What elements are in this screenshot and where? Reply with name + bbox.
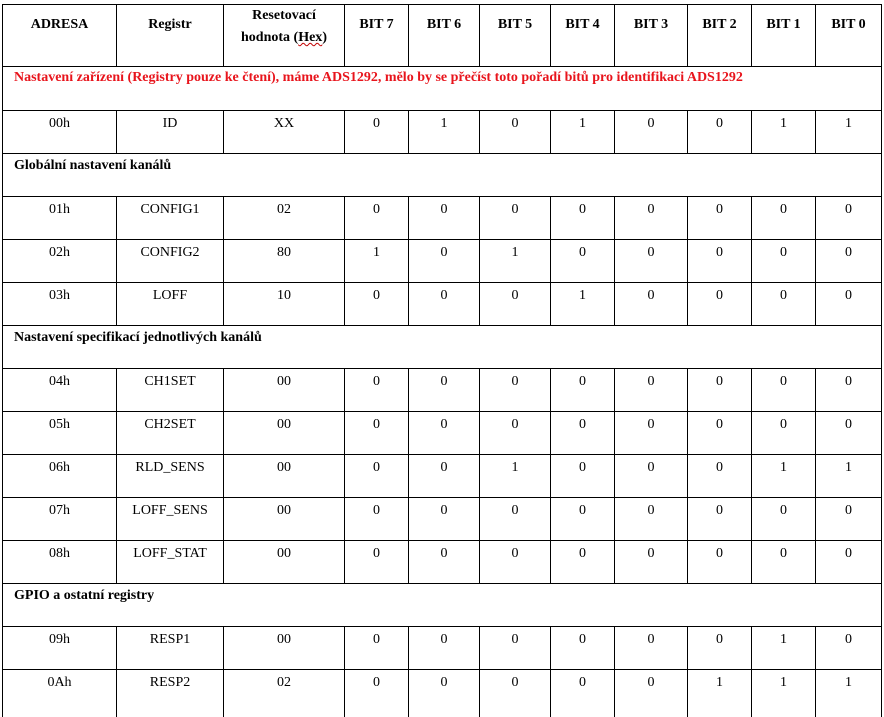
bit1-cell: 1 (752, 455, 816, 498)
header-register: Registr (117, 5, 224, 67)
section-title: Nastavení zařízení (Registry pouze ke čtení), máme ADS1292, mělo by se přečíst toto pořadí bitů pro identifikaci ADS1292 (3, 67, 882, 111)
register-cell: RESP1 (117, 627, 224, 670)
header-bit6: BIT 6 (409, 5, 480, 67)
address-cell: 09h (3, 627, 117, 670)
reset-cell: 00 (224, 455, 345, 498)
register-cell: RESP2 (117, 670, 224, 717)
bit3-cell: 0 (615, 455, 688, 498)
address-cell: 03h (3, 283, 117, 326)
reset-cell: 00 (224, 412, 345, 455)
bit7-cell: 0 (345, 541, 409, 584)
bit3-cell: 0 (615, 498, 688, 541)
table-row (3, 627, 882, 670)
bit6-cell: 0 (409, 670, 480, 717)
bit4-cell: 0 (551, 670, 615, 717)
bit3-cell: 0 (615, 541, 688, 584)
register-cell: CONFIG1 (117, 197, 224, 240)
reset-cell: 00 (224, 627, 345, 670)
bit0-cell: 0 (816, 498, 882, 541)
table-row (3, 541, 882, 584)
bit2-cell: 0 (688, 412, 752, 455)
bit2-cell: 0 (688, 111, 752, 154)
bit7-cell: 0 (345, 455, 409, 498)
address-cell: 02h (3, 240, 117, 283)
bit4-cell: 0 (551, 197, 615, 240)
section-title: GPIO a ostatní registry (3, 584, 882, 627)
reset-cell: 02 (224, 670, 345, 717)
bit7-cell: 0 (345, 111, 409, 154)
table-row (3, 498, 882, 541)
table-row (3, 111, 882, 154)
bit5-cell: 1 (480, 240, 551, 283)
bit1-cell: 1 (752, 670, 816, 717)
register-cell: CH1SET (117, 369, 224, 412)
bit3-cell: 0 (615, 412, 688, 455)
register-cell: LOFF (117, 283, 224, 326)
address-cell: 01h (3, 197, 117, 240)
bit4-cell: 0 (551, 369, 615, 412)
bit1-cell: 0 (752, 498, 816, 541)
bit0-cell: 0 (816, 412, 882, 455)
reset-cell: XX (224, 111, 345, 154)
bit1-cell: 0 (752, 369, 816, 412)
bit6-cell: 0 (409, 240, 480, 283)
address-cell: 06h (3, 455, 117, 498)
bit3-cell: 0 (615, 111, 688, 154)
bit4-cell: 0 (551, 498, 615, 541)
header-reset-line2b: ) (322, 30, 327, 45)
section-row (3, 154, 882, 197)
bit5-cell: 0 (480, 627, 551, 670)
bit3-cell: 0 (615, 369, 688, 412)
bit7-cell: 0 (345, 670, 409, 717)
address-cell: 04h (3, 369, 117, 412)
bit0-cell: 1 (816, 670, 882, 717)
bit1-cell: 1 (752, 627, 816, 670)
reset-cell: 10 (224, 283, 345, 326)
header-bit2: BIT 2 (688, 5, 752, 67)
bit7-cell: 0 (345, 283, 409, 326)
bit4-cell: 1 (551, 283, 615, 326)
reset-cell: 00 (224, 541, 345, 584)
bit2-cell: 1 (688, 670, 752, 717)
header-bit0: BIT 0 (816, 5, 882, 67)
table-row (3, 240, 882, 283)
bit1-cell: 0 (752, 541, 816, 584)
bit3-cell: 0 (615, 197, 688, 240)
register-table (2, 4, 882, 717)
bit0-cell: 0 (816, 240, 882, 283)
bit1-cell: 0 (752, 283, 816, 326)
bit2-cell: 0 (688, 541, 752, 584)
bit4-cell: 0 (551, 541, 615, 584)
reset-cell: 80 (224, 240, 345, 283)
reset-cell: 00 (224, 369, 345, 412)
bit5-cell: 0 (480, 369, 551, 412)
header-bit5: BIT 5 (480, 5, 551, 67)
section-title: Nastavení specifikací jednotlivých kanálů (3, 326, 882, 369)
register-cell: ID (117, 111, 224, 154)
table-row (3, 197, 882, 240)
bit7-cell: 0 (345, 197, 409, 240)
header-reset-line2a: hodnota ( (241, 30, 299, 45)
table-body (3, 67, 882, 717)
bit4-cell: 0 (551, 412, 615, 455)
header-bit7: BIT 7 (345, 5, 409, 67)
bit4-cell: 0 (551, 627, 615, 670)
bit7-cell: 0 (345, 498, 409, 541)
bit5-cell: 0 (480, 541, 551, 584)
bit6-cell: 0 (409, 283, 480, 326)
bit5-cell: 0 (480, 498, 551, 541)
table-row (3, 283, 882, 326)
bit2-cell: 0 (688, 197, 752, 240)
reset-cell: 02 (224, 197, 345, 240)
bit5-cell: 0 (480, 670, 551, 717)
reset-cell: 00 (224, 498, 345, 541)
bit6-cell: 0 (409, 197, 480, 240)
bit7-cell: 1 (345, 240, 409, 283)
bit6-cell: 0 (409, 369, 480, 412)
bit4-cell: 0 (551, 240, 615, 283)
header-reset-hex: Hex (298, 30, 323, 45)
bit0-cell: 0 (816, 197, 882, 240)
bit1-cell: 0 (752, 412, 816, 455)
bit1-cell: 0 (752, 197, 816, 240)
register-cell: LOFF_STAT (117, 541, 224, 584)
header-reset-value (224, 5, 345, 67)
address-cell: 08h (3, 541, 117, 584)
bit3-cell: 0 (615, 240, 688, 283)
bit5-cell: 0 (480, 197, 551, 240)
bit3-cell: 0 (615, 670, 688, 717)
header-bit4: BIT 4 (551, 5, 615, 67)
bit2-cell: 0 (688, 498, 752, 541)
header-address: ADRESA (3, 5, 117, 67)
bit6-cell: 0 (409, 412, 480, 455)
header-row (3, 5, 882, 67)
bit7-cell: 0 (345, 627, 409, 670)
bit5-cell: 1 (480, 455, 551, 498)
bit0-cell: 0 (816, 369, 882, 412)
bit0-cell: 0 (816, 541, 882, 584)
address-cell: 07h (3, 498, 117, 541)
bit4-cell: 0 (551, 455, 615, 498)
section-title: Globální nastavení kanálů (3, 154, 882, 197)
bit1-cell: 1 (752, 111, 816, 154)
bit2-cell: 0 (688, 455, 752, 498)
address-cell: 05h (3, 412, 117, 455)
table-row (3, 369, 882, 412)
bit6-cell: 1 (409, 111, 480, 154)
bit6-cell: 0 (409, 541, 480, 584)
bit2-cell: 0 (688, 627, 752, 670)
section-row (3, 326, 882, 369)
bit2-cell: 0 (688, 240, 752, 283)
bit6-cell: 0 (409, 498, 480, 541)
bit6-cell: 0 (409, 455, 480, 498)
register-cell: RLD_SENS (117, 455, 224, 498)
header-bit1: BIT 1 (752, 5, 816, 67)
register-cell: CONFIG2 (117, 240, 224, 283)
bit5-cell: 0 (480, 111, 551, 154)
table-row (3, 455, 882, 498)
bit2-cell: 0 (688, 369, 752, 412)
table-row (3, 412, 882, 455)
bit0-cell: 0 (816, 283, 882, 326)
bit0-cell: 1 (816, 455, 882, 498)
address-cell: 00h (3, 111, 117, 154)
register-cell: CH2SET (117, 412, 224, 455)
bit6-cell: 0 (409, 627, 480, 670)
bit0-cell: 0 (816, 627, 882, 670)
bit7-cell: 0 (345, 369, 409, 412)
register-cell: LOFF_SENS (117, 498, 224, 541)
bit5-cell: 0 (480, 412, 551, 455)
bit2-cell: 0 (688, 283, 752, 326)
bit3-cell: 0 (615, 627, 688, 670)
bit5-cell: 0 (480, 283, 551, 326)
header-reset-line1: Resetovací (252, 8, 316, 23)
section-row (3, 584, 882, 627)
section-row (3, 67, 882, 111)
table-row (3, 670, 882, 717)
bit1-cell: 0 (752, 240, 816, 283)
address-cell: 0Ah (3, 670, 117, 717)
header-bit3: BIT 3 (615, 5, 688, 67)
bit4-cell: 1 (551, 111, 615, 154)
bit7-cell: 0 (345, 412, 409, 455)
bit3-cell: 0 (615, 283, 688, 326)
bit0-cell: 1 (816, 111, 882, 154)
